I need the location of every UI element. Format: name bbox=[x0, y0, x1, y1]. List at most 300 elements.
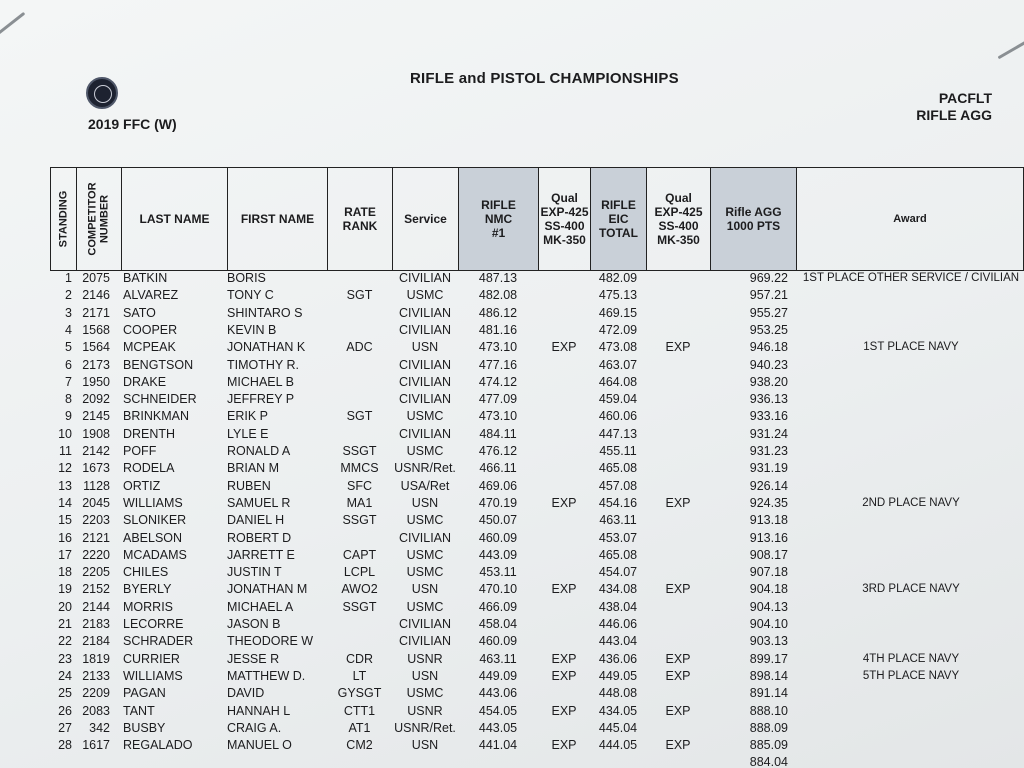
cell-rank: MMCS bbox=[340, 461, 379, 476]
cell-qual2 bbox=[646, 478, 710, 495]
cell-number: 2075 bbox=[82, 271, 110, 285]
cell-agg: 924.35 bbox=[749, 495, 788, 510]
table-row bbox=[50, 322, 1024, 339]
cell-last: COOPER bbox=[123, 322, 178, 337]
cell-service: CIVILIAN bbox=[398, 426, 452, 441]
cell-service: CIVILIAN bbox=[398, 530, 452, 545]
cell-last: MCADAMS bbox=[123, 547, 187, 562]
cell-eic bbox=[590, 754, 646, 768]
cell-service: USMC bbox=[406, 565, 444, 580]
table-row bbox=[50, 581, 1024, 598]
cell-last: REGALADO bbox=[123, 738, 193, 753]
cell-rank: SSGT bbox=[342, 513, 377, 528]
cell-last: RODELA bbox=[123, 461, 175, 476]
cell-last: BUSBY bbox=[123, 720, 166, 735]
cell-first: ROBERT D bbox=[227, 530, 292, 545]
cell-last: BATKIN bbox=[123, 271, 168, 285]
cell-qual1 bbox=[538, 374, 590, 391]
cell-first: RUBEN bbox=[227, 478, 271, 493]
cell-rank: CAPT bbox=[342, 547, 377, 562]
cell-qual2: EXP bbox=[665, 668, 691, 683]
table-row bbox=[50, 754, 1024, 768]
cell-number: 2183 bbox=[82, 617, 110, 631]
cell-award bbox=[796, 685, 1024, 702]
cell-qual2: EXP bbox=[665, 495, 691, 510]
table-row bbox=[50, 426, 1024, 443]
cell-rank bbox=[327, 322, 392, 339]
cell-eic: 469.15 bbox=[598, 305, 638, 320]
col-rate-rank: RATE RANK bbox=[327, 168, 392, 270]
cell-number: 1950 bbox=[82, 374, 110, 389]
cell-award bbox=[796, 357, 1024, 374]
cell-service: CIVILIAN bbox=[398, 392, 452, 407]
cell-qual2 bbox=[646, 287, 710, 304]
cell-rank bbox=[327, 374, 392, 391]
cell-qual1: EXP bbox=[551, 651, 577, 666]
cell-rank: GYSGT bbox=[337, 686, 382, 701]
cell-last: BYERLY bbox=[123, 582, 172, 597]
cell-award bbox=[796, 737, 1024, 754]
cell-qual2 bbox=[646, 754, 710, 768]
cell-first: LYLE E bbox=[227, 426, 269, 441]
cell-first: JARRETT E bbox=[227, 547, 295, 562]
table-row bbox=[50, 305, 1024, 322]
cell-eic: 436.06 bbox=[598, 651, 638, 666]
col-qual-1: Qual EXP-425 SS-400 MK-350 bbox=[538, 168, 590, 270]
cell-eic: 447.13 bbox=[598, 426, 638, 441]
cell-agg: 888.09 bbox=[749, 720, 788, 735]
cell-rank bbox=[327, 530, 392, 547]
cell-nmc: 481.16 bbox=[478, 322, 518, 337]
table-row bbox=[50, 616, 1024, 633]
match-label: RIFLE AGG bbox=[916, 107, 992, 123]
cell-qual1: EXP bbox=[551, 340, 577, 355]
cell-number: 2092 bbox=[82, 392, 110, 407]
cell-eic: 465.08 bbox=[598, 461, 638, 476]
cell-award: 3RD PLACE NAVY bbox=[862, 583, 960, 596]
cell-qual2 bbox=[646, 460, 710, 477]
cell-eic: 444.05 bbox=[598, 738, 638, 753]
table-row bbox=[50, 460, 1024, 477]
cell-qual1: EXP bbox=[551, 582, 577, 597]
cell-service: USMC bbox=[406, 599, 444, 614]
cell-award bbox=[796, 564, 1024, 581]
cell-award bbox=[796, 391, 1024, 408]
cell-service: USN bbox=[411, 495, 439, 510]
table-row bbox=[50, 547, 1024, 564]
cell-service: USMC bbox=[406, 686, 444, 701]
cell-agg: 933.16 bbox=[749, 409, 788, 424]
cell-agg: 913.18 bbox=[749, 513, 788, 528]
cell-standing: 22 bbox=[58, 634, 72, 649]
cell-number: 2184 bbox=[82, 634, 110, 649]
cell-nmc: 460.09 bbox=[478, 530, 518, 545]
cell-qual1 bbox=[538, 478, 590, 495]
cell-qual2: EXP bbox=[665, 582, 691, 597]
cell-qual2: EXP bbox=[665, 340, 691, 355]
cell-award bbox=[796, 374, 1024, 391]
cell-first: CRAIG A. bbox=[227, 720, 282, 735]
cell-award bbox=[796, 754, 1024, 768]
cell-agg: 885.09 bbox=[749, 738, 788, 753]
table-row bbox=[50, 270, 1024, 287]
cell-rank bbox=[327, 391, 392, 408]
cell-rank: CDR bbox=[345, 651, 374, 666]
cell-eic: 472.09 bbox=[598, 322, 638, 337]
cell-qual2 bbox=[646, 512, 710, 529]
cell-agg: 891.14 bbox=[749, 686, 788, 701]
col-qual-2: Qual EXP-425 SS-400 MK-350 bbox=[646, 168, 710, 270]
cell-first: JASON B bbox=[227, 617, 281, 631]
cell-number: 1128 bbox=[83, 478, 110, 493]
cell-rank: SSGT bbox=[342, 444, 377, 458]
cell-nmc: 443.09 bbox=[478, 547, 518, 562]
cell-number bbox=[72, 754, 110, 768]
cell-nmc: 476.12 bbox=[478, 444, 518, 458]
cell-eic: 463.11 bbox=[599, 513, 637, 528]
cell-agg: 957.21 bbox=[749, 288, 788, 303]
cell-standing: 7 bbox=[65, 374, 72, 389]
cell-service: USMC bbox=[406, 409, 444, 424]
cell-nmc: 482.08 bbox=[478, 288, 518, 303]
cell-agg: 946.18 bbox=[749, 340, 788, 355]
cell-qual1 bbox=[538, 512, 590, 529]
cell-service: USNR bbox=[407, 703, 443, 718]
cell-first: ERIK P bbox=[227, 409, 268, 424]
cell-number: 1617 bbox=[82, 738, 110, 753]
cell-nmc: 460.09 bbox=[478, 634, 518, 649]
cell-service: CIVILIAN bbox=[398, 617, 452, 631]
cell-first: BRIAN M bbox=[227, 461, 280, 476]
cell-last: TANT bbox=[123, 703, 155, 718]
table-row bbox=[50, 374, 1024, 391]
cell-standing: 13 bbox=[58, 478, 72, 493]
table-row bbox=[50, 408, 1024, 425]
cell-service: USN bbox=[411, 582, 439, 597]
cell-standing: 16 bbox=[58, 530, 72, 545]
cell-number: 2144 bbox=[82, 599, 110, 614]
cell-eic: 475.13 bbox=[598, 288, 638, 303]
cell-standing: 20 bbox=[58, 599, 72, 614]
table-row bbox=[50, 564, 1024, 581]
table-row bbox=[50, 633, 1024, 650]
cell-agg: 969.22 bbox=[749, 271, 788, 285]
cell-qual2 bbox=[646, 270, 710, 287]
cell-qual1 bbox=[538, 443, 590, 460]
cell-nmc: 484.11 bbox=[479, 426, 517, 441]
cell-first: JUSTIN T bbox=[227, 565, 282, 580]
table-row bbox=[50, 391, 1024, 408]
cell-number: 2121 bbox=[82, 530, 110, 545]
cell-rank: MA1 bbox=[346, 495, 373, 510]
cell-first: JESSE R bbox=[227, 651, 280, 666]
cell-qual1 bbox=[538, 616, 590, 633]
cell-standing: 26 bbox=[58, 703, 72, 718]
cell-eic: 455.11 bbox=[599, 444, 637, 458]
cell-number: 1564 bbox=[82, 340, 110, 355]
cell-eic: 460.06 bbox=[598, 409, 638, 424]
cell-standing: 12 bbox=[58, 461, 72, 476]
cell-first: TONY C bbox=[227, 288, 274, 303]
table-row bbox=[50, 703, 1024, 720]
cell-service: USMC bbox=[406, 547, 444, 562]
cell-eic: 457.08 bbox=[598, 478, 638, 493]
cell-rank: LT bbox=[352, 668, 367, 683]
col-rifle-nmc: RIFLE NMC #1 bbox=[458, 168, 538, 270]
cell-agg: 938.20 bbox=[749, 374, 788, 389]
col-first-name: FIRST NAME bbox=[227, 168, 327, 270]
cell-nmc bbox=[458, 754, 538, 768]
cell-nmc: 443.06 bbox=[478, 686, 518, 701]
cell-first: TIMOTHY R. bbox=[227, 357, 299, 372]
cell-service: CIVILIAN bbox=[398, 305, 452, 320]
cell-qual2 bbox=[646, 547, 710, 564]
cell-last: MCPEAK bbox=[123, 340, 176, 355]
cell-nmc: 474.12 bbox=[478, 374, 518, 389]
cell-last: MORRIS bbox=[123, 599, 173, 614]
cell-eic: 448.08 bbox=[598, 686, 638, 701]
cell-standing: 25 bbox=[58, 686, 72, 701]
cell-qual2 bbox=[646, 685, 710, 702]
cell-qual2: EXP bbox=[665, 738, 691, 753]
table-row bbox=[50, 720, 1024, 737]
cell-qual2 bbox=[646, 408, 710, 425]
cell-agg: 931.23 bbox=[749, 444, 788, 458]
cell-qual1 bbox=[538, 357, 590, 374]
cell-rank: CM2 bbox=[346, 738, 373, 753]
cell-qual1 bbox=[538, 426, 590, 443]
cell-agg: 953.25 bbox=[749, 322, 788, 337]
cell-last: WILLIAMS bbox=[123, 495, 183, 510]
cell-qual1 bbox=[538, 599, 590, 616]
cell-last: DRENTH bbox=[123, 426, 176, 441]
col-service: Service bbox=[392, 168, 458, 270]
cell-award: 4TH PLACE NAVY bbox=[862, 652, 960, 665]
cell-nmc: 466.09 bbox=[478, 599, 518, 614]
cell-award bbox=[796, 305, 1024, 322]
cell-standing: 21 bbox=[58, 617, 72, 631]
cell-number: 2173 bbox=[82, 357, 110, 372]
table-row bbox=[50, 685, 1024, 702]
cell-qual2 bbox=[646, 530, 710, 547]
cell-service: USNR/Ret. bbox=[394, 720, 456, 735]
cell-agg: 888.10 bbox=[749, 703, 788, 718]
cell-first: MANUEL O bbox=[227, 738, 292, 753]
cell-award bbox=[796, 460, 1024, 477]
cell-award bbox=[796, 530, 1024, 547]
cell-service: USA/Ret bbox=[400, 478, 450, 493]
cell-number: 2152 bbox=[82, 582, 110, 597]
cell-qual1 bbox=[538, 530, 590, 547]
cell-standing bbox=[50, 754, 72, 768]
table-row bbox=[50, 357, 1024, 374]
cell-number: 1673 bbox=[82, 461, 110, 476]
cell-first: SAMUEL R bbox=[227, 495, 291, 510]
cell-qual2 bbox=[646, 305, 710, 322]
cell-service: CIVILIAN bbox=[398, 374, 452, 389]
col-competitor-number: COMPETITOR NUMBER bbox=[76, 168, 121, 270]
cell-service: USMC bbox=[406, 288, 444, 303]
cell-last: CURRIER bbox=[123, 651, 180, 666]
cell-standing: 9 bbox=[65, 409, 72, 424]
cell-service: CIVILIAN bbox=[398, 357, 452, 372]
cell-last: SLONIKER bbox=[123, 513, 187, 528]
cell-award: 2ND PLACE NAVY bbox=[862, 496, 960, 509]
cell-service: USN bbox=[411, 340, 439, 355]
cell-agg: 931.24 bbox=[749, 426, 788, 441]
cell-last: ALVAREZ bbox=[123, 288, 179, 303]
cell-standing: 19 bbox=[58, 582, 72, 597]
cell-award bbox=[796, 512, 1024, 529]
cell-nmc: 470.10 bbox=[478, 582, 518, 597]
cell-qual1: EXP bbox=[551, 668, 577, 683]
cell-qual2 bbox=[646, 616, 710, 633]
cell-agg: 904.13 bbox=[749, 599, 788, 614]
cell-eic: 473.08 bbox=[598, 340, 638, 355]
cell-eic: 465.08 bbox=[598, 547, 638, 562]
cell-qual1 bbox=[538, 547, 590, 564]
cell-eic: 445.04 bbox=[598, 720, 638, 735]
cell-award: 5TH PLACE NAVY bbox=[862, 669, 960, 682]
cell-first: JONATHAN M bbox=[227, 582, 308, 597]
cell-service: USNR/Ret. bbox=[394, 461, 456, 476]
cell-number: 1819 bbox=[82, 651, 110, 666]
cell-last: SATO bbox=[123, 305, 156, 320]
cell-service: CIVILIAN bbox=[398, 322, 452, 337]
cell-qual1 bbox=[538, 270, 590, 287]
cell-first: THEODORE W bbox=[227, 634, 314, 649]
cell-last: CHILES bbox=[123, 565, 169, 580]
cell-rank: AT1 bbox=[348, 720, 371, 735]
cell-first: MICHAEL B bbox=[227, 374, 294, 389]
cell-number: 2045 bbox=[82, 495, 110, 510]
cell-agg: 936.13 bbox=[749, 392, 788, 407]
cell-eic: 449.05 bbox=[598, 668, 638, 683]
col-last-name: LAST NAME bbox=[121, 168, 227, 270]
cell-number: 2083 bbox=[82, 703, 110, 718]
region-label: PACFLT bbox=[938, 90, 992, 106]
cell-last: POFF bbox=[123, 444, 157, 458]
cell-last: SCHNEIDER bbox=[123, 392, 197, 407]
cell-standing: 3 bbox=[65, 305, 72, 320]
cell-eic: 443.04 bbox=[598, 634, 638, 649]
cell-eic: 434.05 bbox=[598, 703, 638, 718]
cell-nmc: 473.10 bbox=[478, 340, 518, 355]
cell-agg: 904.10 bbox=[749, 617, 788, 631]
cell-first: RONALD A bbox=[227, 444, 291, 458]
cell-rank bbox=[327, 305, 392, 322]
col-rifle-eic: RIFLE EIC TOTAL bbox=[590, 168, 646, 270]
cell-nmc: 477.09 bbox=[478, 392, 518, 407]
table-row bbox=[50, 599, 1024, 616]
cell-award bbox=[796, 633, 1024, 650]
cell-standing: 24 bbox=[58, 668, 72, 683]
cell-first: MICHAEL A bbox=[227, 599, 294, 614]
cell-award bbox=[796, 616, 1024, 633]
cell-agg: 898.14 bbox=[749, 668, 788, 683]
table-row bbox=[50, 651, 1024, 668]
cell-number: 2146 bbox=[82, 288, 110, 303]
cell-nmc: 477.16 bbox=[478, 357, 518, 372]
table-row bbox=[50, 530, 1024, 547]
cell-rank: SGT bbox=[346, 409, 373, 424]
cell-qual1 bbox=[538, 305, 590, 322]
cell-nmc: 450.07 bbox=[478, 513, 518, 528]
cell-standing: 23 bbox=[58, 651, 72, 666]
cell-nmc: 486.12 bbox=[478, 305, 518, 320]
cell-qual2 bbox=[646, 322, 710, 339]
cell-award: 1ST PLACE OTHER SERVICE / CIVILIAN bbox=[802, 272, 1020, 284]
cell-agg: 940.23 bbox=[749, 357, 788, 372]
cell-last: BENGTSON bbox=[123, 357, 194, 372]
cell-rank bbox=[327, 616, 392, 633]
cell-agg: 926.14 bbox=[749, 478, 788, 493]
cell-qual2 bbox=[646, 720, 710, 737]
cell-number: 2171 bbox=[82, 305, 110, 320]
cell-qual1 bbox=[538, 720, 590, 737]
cell-number: 2133 bbox=[82, 668, 110, 683]
cell-qual1 bbox=[538, 564, 590, 581]
cell-service: USN bbox=[411, 668, 439, 683]
table-row bbox=[50, 495, 1024, 512]
cell-agg: 913.16 bbox=[749, 530, 788, 545]
table-row bbox=[50, 512, 1024, 529]
cell-nmc: 458.04 bbox=[478, 617, 518, 631]
cell-award: 1ST PLACE NAVY bbox=[863, 341, 959, 354]
cell-eic: 434.08 bbox=[598, 582, 638, 597]
cell-nmc: 449.09 bbox=[478, 668, 518, 683]
cell-first: SHINTARO S bbox=[227, 305, 303, 320]
cell-qual1 bbox=[538, 391, 590, 408]
cell-qual2 bbox=[646, 374, 710, 391]
cell-service: USNR bbox=[407, 651, 443, 666]
cell-standing: 14 bbox=[58, 495, 72, 510]
cell-award bbox=[796, 478, 1024, 495]
cell-standing: 28 bbox=[58, 738, 72, 753]
cell-eic: 454.16 bbox=[598, 495, 638, 510]
cell-award bbox=[796, 322, 1024, 339]
cell-standing: 2 bbox=[65, 288, 72, 303]
cell-eic: 482.09 bbox=[598, 271, 638, 285]
cell-number: 2220 bbox=[82, 547, 110, 562]
cell-nmc: 454.05 bbox=[478, 703, 518, 718]
cell-rank: LCPL bbox=[343, 565, 376, 580]
cell-first: KEVIN B bbox=[227, 322, 277, 337]
cell-agg: 903.13 bbox=[749, 634, 788, 649]
cell-qual1: EXP bbox=[551, 703, 577, 718]
table-row bbox=[50, 478, 1024, 495]
cell-agg: 931.19 bbox=[749, 461, 788, 476]
table-row bbox=[50, 737, 1024, 754]
col-rifle-agg: Rifle AGG 1000 PTS bbox=[710, 168, 796, 270]
cell-rank: SGT bbox=[346, 288, 373, 303]
cell-award bbox=[796, 703, 1024, 720]
cell-number: 342 bbox=[89, 720, 110, 735]
cell-standing: 10 bbox=[58, 426, 72, 441]
table-row bbox=[50, 339, 1024, 356]
cell-qual2 bbox=[646, 633, 710, 650]
col-award: Award bbox=[796, 168, 1024, 270]
cell-service: CIVILIAN bbox=[398, 634, 452, 649]
cell-qual2 bbox=[646, 599, 710, 616]
cell-eic: 464.08 bbox=[598, 374, 638, 389]
cell-award bbox=[796, 443, 1024, 460]
cell-award bbox=[796, 426, 1024, 443]
cell-qual1: EXP bbox=[551, 738, 577, 753]
cell-rank: AWO2 bbox=[341, 582, 378, 597]
cell-agg: 884.04 bbox=[749, 755, 788, 768]
cell-eic: 453.07 bbox=[598, 530, 638, 545]
